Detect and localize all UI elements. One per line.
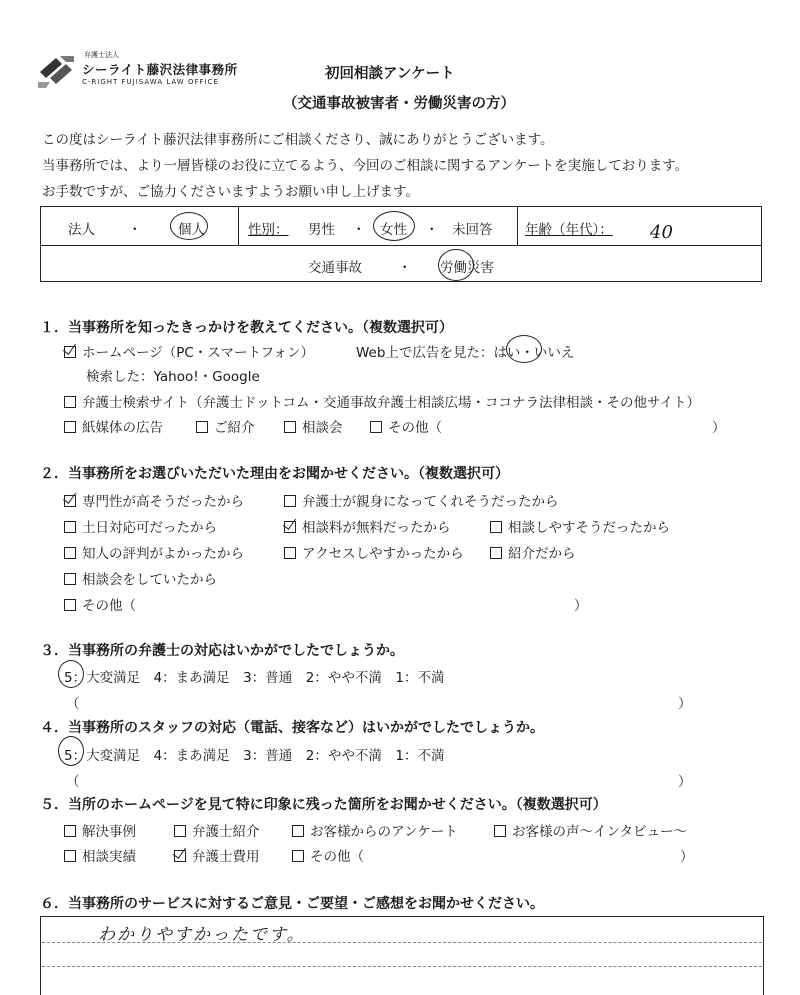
page-subtitle: （交通事故被害者・労働災害の方） — [283, 96, 515, 112]
checkbox-icon[interactable] — [370, 421, 382, 433]
q1-no[interactable]: ・いいえ — [520, 345, 575, 361]
checkbox-checked-icon[interactable] — [284, 521, 296, 533]
q5-other[interactable]: その他（ — [292, 845, 364, 865]
checkbox-icon[interactable] — [494, 825, 506, 837]
checkbox-icon[interactable] — [196, 421, 208, 433]
corp-option[interactable]: 法人 — [68, 222, 95, 238]
q2-opt5[interactable]: 相談しやすそうだったから — [490, 516, 670, 536]
checkbox-checked-icon[interactable] — [64, 346, 76, 358]
q2-opt8[interactable]: 紹介だから — [490, 542, 576, 562]
q2-opt7[interactable]: アクセスしやすかったから — [284, 542, 464, 562]
male-option[interactable]: 男性 — [308, 222, 335, 238]
q1-homepage[interactable]: ホームページ（PC・スマートフォン） — [64, 341, 314, 361]
selection-circle — [58, 736, 84, 766]
q2-other-close: ） — [574, 598, 588, 614]
intro-line-1: この度はシーライト藤沢法律事務所にご相談くださり、誠にありがとうございます。 — [42, 132, 554, 148]
q4-title: ４．当事務所のスタッフの対応（電話、接客など）はいかがでしたでしょうか。 — [40, 720, 544, 736]
q5-opt1[interactable]: 解決事例 — [64, 820, 136, 840]
q2-opt9[interactable]: 相談会をしていたから — [64, 568, 217, 588]
q2-other[interactable]: その他（ — [64, 594, 136, 614]
q5-opt4[interactable]: お客様の声～インタビュー～ — [494, 820, 687, 840]
q3-scale[interactable]: 5：大変満足 4：まあ満足 3：普通 2：やや不満 1：不満 — [64, 670, 445, 686]
labor-option[interactable]: 労働災害 — [440, 260, 494, 276]
q6-answer[interactable]: わかりやすかったです。 — [98, 925, 306, 945]
separator: ・ — [128, 222, 142, 238]
selection-circle — [58, 660, 84, 688]
female-option[interactable]: 女性 — [380, 222, 407, 238]
logo-name: シーライト藤沢法律事務所 — [82, 62, 238, 77]
individual-option[interactable]: 個人 — [178, 222, 205, 238]
q3-comment-close: ） — [678, 696, 692, 712]
age-label: 年齢（年代）： — [525, 222, 613, 238]
separator: ・ — [425, 222, 439, 238]
q4-comment-open[interactable]: （ — [66, 774, 80, 790]
checkbox-icon[interactable] — [284, 495, 296, 507]
q1-portal[interactable]: 弁護士検索サイト（弁護士ドットコム・交通事故弁護士相談広場・ココナラ法律相談・その他サイト） — [64, 391, 700, 411]
page-title: 初回相談アンケート — [325, 66, 455, 82]
selection-circle — [438, 249, 474, 281]
q6-title: ６．当事務所のサービスに対するご意見・ご要望・ご感想をお聞かせください。 — [40, 896, 544, 912]
q2-opt3[interactable]: 土日対応可だったから — [64, 516, 217, 536]
checkbox-checked-icon[interactable] — [174, 850, 186, 862]
q1-yes[interactable]: はい — [493, 345, 521, 361]
checkbox-icon[interactable] — [64, 521, 76, 533]
checkbox-icon[interactable] — [284, 421, 296, 433]
selection-circle — [170, 212, 208, 240]
logo-english: C-RIGHT FUJISAWA LAW OFFICE — [82, 78, 219, 86]
logo-subtitle: 弁護士法人 — [84, 51, 119, 59]
q1-web-ad: Web上で広告を見た：はい・いいえ — [356, 345, 575, 361]
q2-opt1[interactable]: 専門性が高そうだったから — [64, 490, 244, 510]
intro-line-2: 当事務所では、より一層皆様のお役に立てるよう、今回のご相談に関するアンケートを実施しております。 — [42, 158, 689, 174]
checkbox-icon[interactable] — [64, 421, 76, 433]
q2-opt2[interactable]: 弁護士が親身になってくれそうだったから — [284, 490, 559, 510]
q1-paper[interactable]: 紙媒体の広告 — [64, 416, 163, 436]
q3-title: ３．当事務所の弁護士の対応はいかがでしたでしょうか。 — [40, 643, 404, 659]
logo-emblem-icon — [36, 48, 78, 90]
q3-comment-open[interactable]: （ — [66, 696, 80, 712]
q1-title: １．当事務所を知ったきっかけを教えてください。（複数選択可） — [40, 320, 453, 336]
q5-opt5[interactable]: 相談実績 — [64, 845, 136, 865]
q4-scale[interactable]: 5：大変満足 4：まあ満足 3：普通 2：やや不満 1：不満 — [64, 748, 445, 764]
age-value[interactable]: 40 — [650, 222, 673, 243]
intro-line-3: お手数ですが、ご協力くださいますようお願い申し上げます。 — [42, 184, 419, 200]
checkbox-icon[interactable] — [64, 573, 76, 585]
q2-opt6[interactable]: 知人の評判がよかったから — [64, 542, 244, 562]
checkbox-icon[interactable] — [292, 850, 304, 862]
checkbox-icon[interactable] — [174, 825, 186, 837]
q5-other-close: ） — [680, 849, 694, 865]
q5-opt6[interactable]: 弁護士費用 — [174, 845, 260, 865]
q1-other-close: ） — [712, 420, 726, 436]
separator: ・ — [398, 260, 412, 276]
separator: ・ — [352, 222, 366, 238]
q5-title: ５．当所のホームページを見て特に印象に残った箇所をお聞かせください。（複数選択可） — [40, 797, 607, 813]
selection-circle — [506, 335, 542, 363]
checkbox-icon[interactable] — [284, 547, 296, 559]
selection-circle — [373, 211, 415, 241]
q1-seminar[interactable]: 相談会 — [284, 416, 343, 436]
q2-title: ２．当事務所をお選びいただいた理由をお聞かせください。（複数選択可） — [40, 466, 509, 482]
q4-comment-close: ） — [678, 774, 692, 790]
q5-opt3[interactable]: お客様からのアンケート — [292, 820, 458, 840]
checkbox-icon[interactable] — [64, 825, 76, 837]
q1-referral[interactable]: ご紹介 — [196, 416, 255, 436]
gender-label: 性別： — [248, 222, 289, 238]
checkbox-icon[interactable] — [292, 825, 304, 837]
q2-opt4[interactable]: 相談料が無料だったから — [284, 516, 451, 536]
na-option[interactable]: 未回答 — [452, 222, 493, 238]
checkbox-icon[interactable] — [64, 850, 76, 862]
checkbox-icon[interactable] — [490, 547, 502, 559]
checkbox-icon[interactable] — [490, 521, 502, 533]
checkbox-icon[interactable] — [64, 599, 76, 611]
checkbox-icon[interactable] — [64, 547, 76, 559]
q1-search: 検索した：Yahoo!・Google — [86, 369, 260, 385]
q5-opt2[interactable]: 弁護士紹介 — [174, 820, 260, 840]
checkbox-icon[interactable] — [64, 396, 76, 408]
traffic-option[interactable]: 交通事故 — [308, 260, 362, 276]
q1-other[interactable]: その他（ — [370, 416, 442, 436]
checkbox-checked-icon[interactable] — [64, 495, 76, 507]
